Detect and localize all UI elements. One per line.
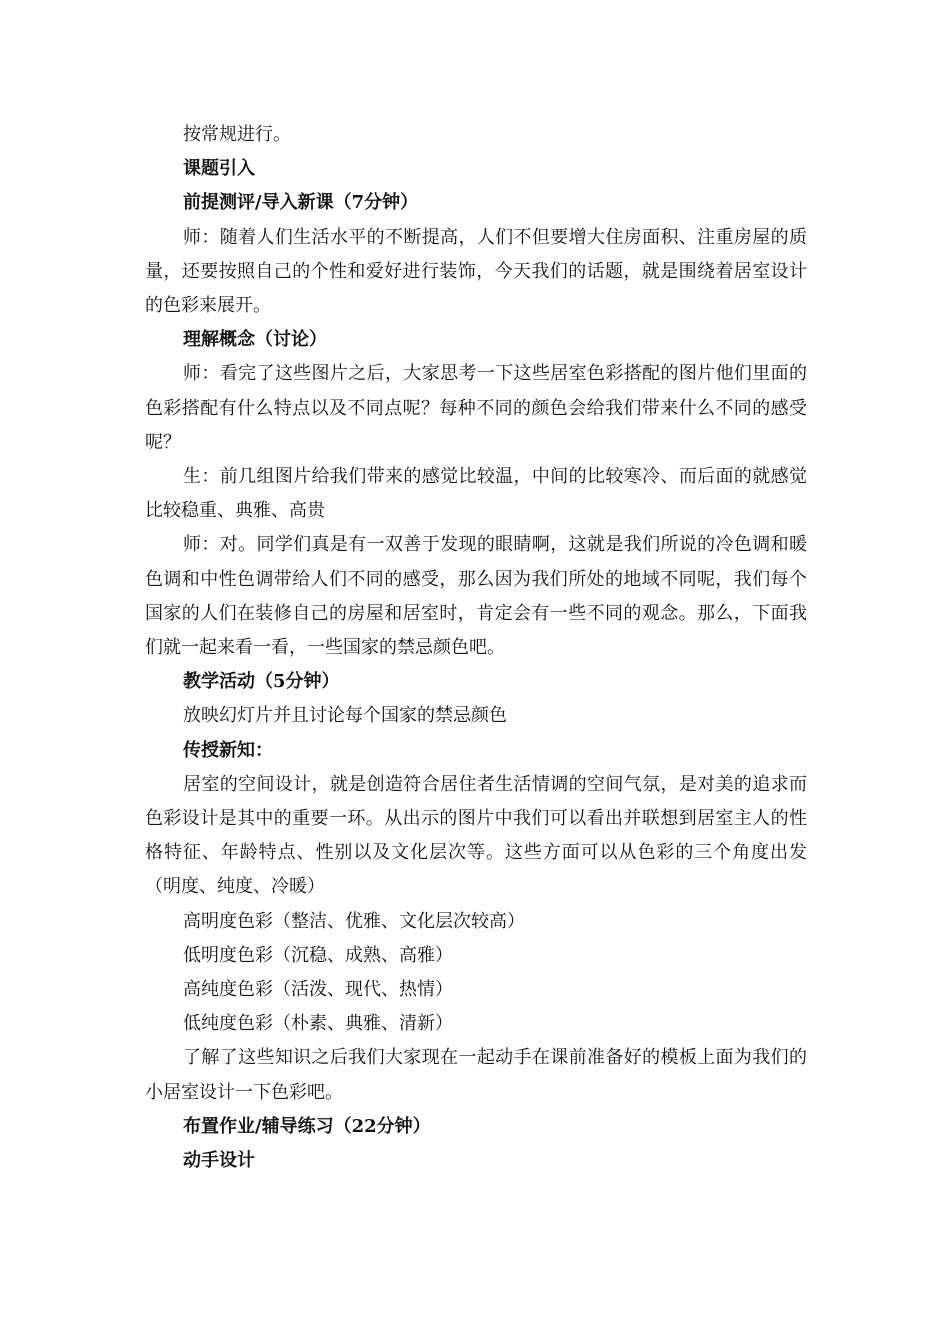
list-item-low-saturation: 低纯度色彩（朴素、典雅、清新） (183, 1013, 453, 1035)
list-item-high-brightness: 高明度色彩（整洁、优雅、文化层次较高） (183, 910, 525, 932)
heading-understand-concept: 理解概念（讨论） (183, 329, 327, 351)
heading-topic-intro: 课题引入 (183, 158, 255, 180)
heading-teaching-activity: 教学活动（5分钟） (183, 671, 340, 693)
paragraph-teacher-question: 师：看完了这些图片之后，大家思考一下这些居室色彩搭配的图片他们里面的色彩搭配有什么特点以及不同点呢？每种不同的颜色会给我们带来什么不同的感受呢？ (145, 363, 807, 453)
heading-homework: 布置作业/辅导练习（22分钟） (183, 1115, 431, 1137)
list-item-low-brightness: 低明度色彩（沉稳、成熟、高雅） (183, 944, 453, 966)
document-body (145, 118, 807, 1178)
heading-new-knowledge: 传授新知： (183, 739, 273, 761)
paragraph-teacher-response: 师：对。同学们真是有一双善于发现的眼睛啊，这就是我们所说的冷色调和暖色调和中性色调带给人们不同的感受，那么因为我们所处的地域不同呢，我们每个国家的人们在装修自己的房屋和居室时，肯定会有一些不同的观念。那么，下面我们就一起来看一看，一些国家的禁忌颜色吧。 (145, 534, 807, 659)
paragraph-teacher-intro: 师：随着人们生活水平的不断提高，人们不但要增大住房面积、注重房屋的质量，还要按照自己的个性和爱好进行装饰，今天我们的话题，就是围绕着居室设计的色彩来展开。 (145, 226, 807, 317)
heading-pre-assessment: 前提测评/导入新课（7分钟） (183, 192, 419, 214)
paragraph-practice-invite: 了解了这些知识之后我们大家现在一起动手在课前准备好的模板上面为我们的小居室设计一下色彩吧。 (145, 1047, 807, 1103)
heading-hands-on-design: 动手设计 (183, 1150, 255, 1172)
list-item-high-saturation: 高纯度色彩（活泼、现代、热情） (183, 979, 453, 1001)
paragraph-slideshow: 放映幻灯片并且讨论每个国家的禁忌颜色 (183, 705, 507, 727)
paragraph-space-design: 居室的空间设计，就是创造符合居住者生活情调的空间气氛，是对美的追求而色彩设计是其中的重要一环。从出示的图片中我们可以看出并联想到居室主人的性格特征、年龄特点、性别以及文化层次等。这些方面可以从色彩的三个角度出发（明度、纯度、冷暖） (145, 773, 807, 898)
paragraph-student-answer: 生：前几组图片给我们带来的感觉比较温，中间的比较寒冷、而后面的就感觉比较稳重、典雅、高贵 (145, 466, 807, 522)
paragraph-routine: 按常规进行。 (183, 124, 291, 145)
